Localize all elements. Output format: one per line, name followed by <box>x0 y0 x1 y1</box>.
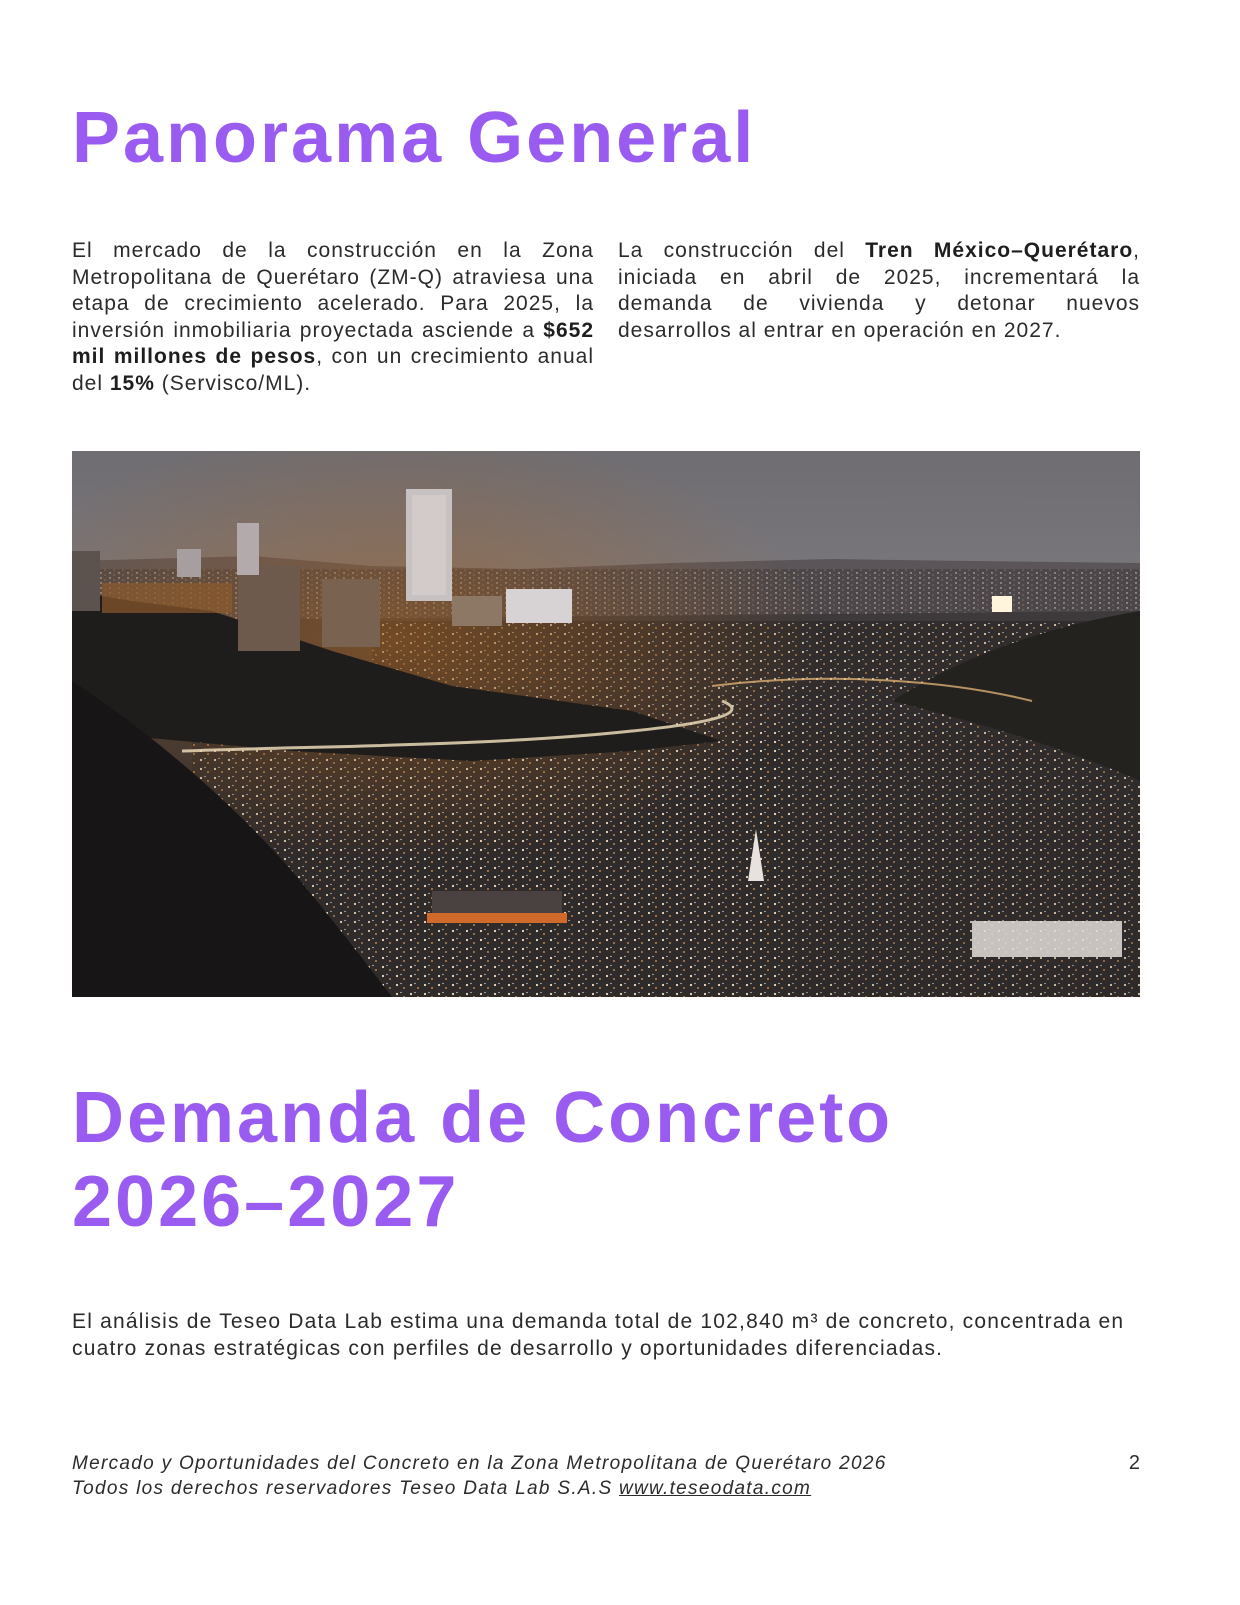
website-link[interactable]: www.teseodata.com <box>619 1478 812 1499</box>
demand-paragraph: El análisis de Teseo Data Lab estima una demanda total de 102,840 m³ de concreto, concentrada en cuatro zonas estratégicas con perfiles de desarrollo y oportunidades diferenciadas. <box>72 1310 1125 1360</box>
intro-paragraph-right <box>618 238 1140 344</box>
growth-rate: 15% <box>109 371 155 395</box>
page-number: 2 <box>1128 1452 1140 1474</box>
footer <box>72 1451 887 1501</box>
title-line: Demanda de Concreto <box>72 1078 894 1158</box>
text-run: , iniciada en abril de 2025, incrementará la demanda de vivienda y detonar nuevos desarrollos al entrar en operación en 2027. <box>618 239 1141 342</box>
text-run: El mercado de la construcción en la Zona Metropolitana de Querétaro (ZM-Q) atraviesa una etapa de crecimiento acelerado. Para 2025, la inversión inmobiliaria proyectada asciende a <box>72 239 594 342</box>
train-project-name: Tren México–Querétaro <box>865 239 1134 262</box>
section-title-panorama: Panorama General <box>72 98 757 178</box>
copyright-text: Todos los derechos reservadores Teseo Data Lab S.A.S <box>72 1478 619 1499</box>
title-line: 2026–2027 <box>72 1162 460 1242</box>
section-title-demanda <box>72 1076 893 1244</box>
text-run: , con un crecimiento anual del <box>72 345 595 395</box>
investment-amount: $652 mil millones de pesos <box>72 318 594 368</box>
intro-paragraph-left <box>72 238 594 397</box>
city-night-photo <box>72 451 1140 997</box>
footer-report-title: Mercado y Oportunidades del Concreto en la Zona Metropolitana de Querétaro 2026 <box>72 1453 887 1474</box>
text-run: (Servisco/ML). <box>154 371 312 395</box>
footer-copyright <box>72 1476 887 1501</box>
text-run: La construcción del <box>618 239 866 262</box>
